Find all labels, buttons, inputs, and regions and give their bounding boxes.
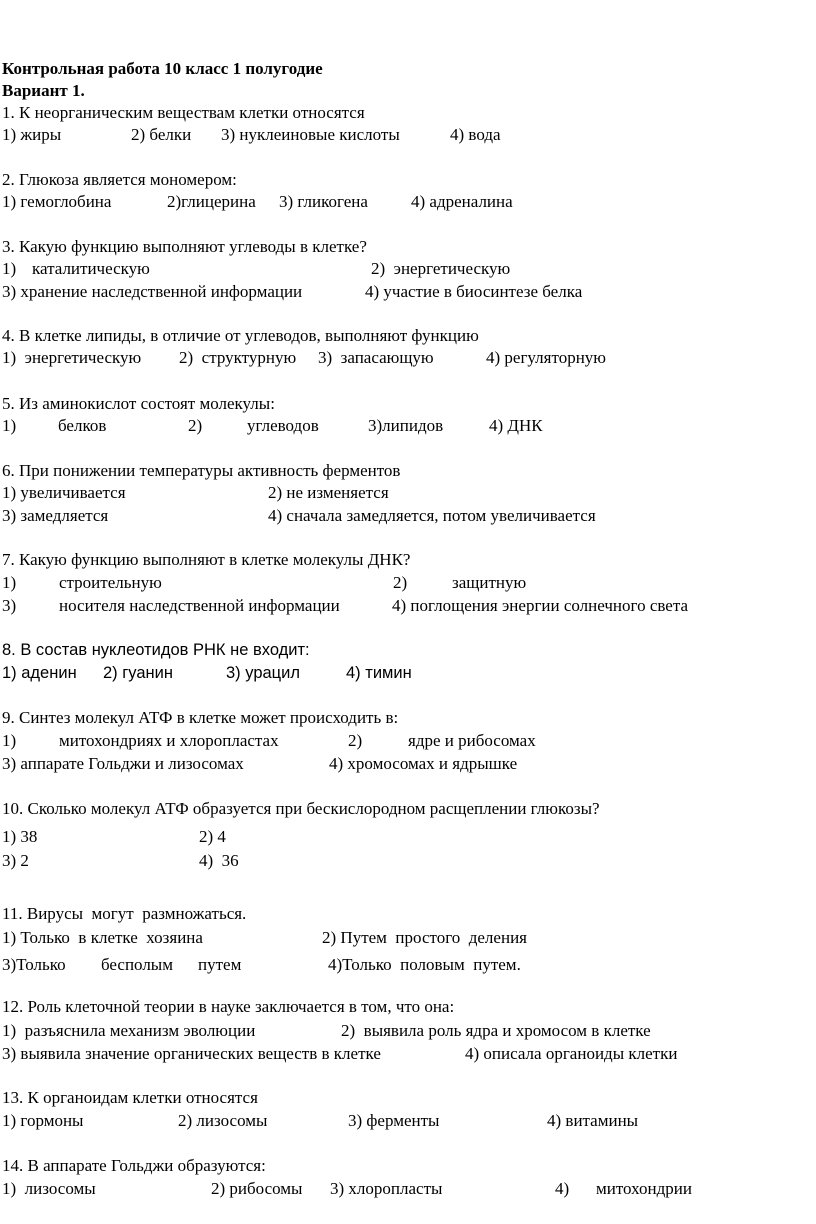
q5-option: 3)липидов: [368, 416, 444, 435]
q6-option: 2) не изменяется: [268, 483, 389, 502]
question-6-text: 6. При понижении температуры активность ферментов: [2, 461, 401, 480]
q6-option: 4) сначала замедляется, потом увеличивается: [268, 506, 596, 525]
question-14-text: 14. В аппарате Гольджи образуются:: [2, 1156, 266, 1175]
q13-option: 4) витамины: [547, 1111, 639, 1130]
q4-option: 2) структурную: [179, 348, 297, 367]
q6-option: 1) увеличивается: [2, 483, 126, 502]
q8-option: 3) урацил: [226, 664, 300, 682]
q12-option: 4) описала органоиды клетки: [465, 1044, 678, 1063]
question-9-text: 9. Синтез молекул АТФ в клетке может происходить в:: [2, 708, 399, 727]
q8-option: 2) гуанин: [103, 664, 173, 682]
q14-option: 2) рибосомы: [211, 1179, 303, 1198]
question-13-text: 13. К органоидам клетки относятся: [2, 1088, 258, 1107]
q3-option: 1): [2, 259, 17, 278]
question-11-text: 11. Вирусы могут размножаться.: [2, 904, 247, 923]
document-title: Контрольная работа 10 класс 1 полугодие: [2, 59, 323, 78]
q8-option: 4) тимин: [346, 664, 412, 682]
question-10-text: 10. Сколько молекул АТФ образуется при бескислородном расщеплении глюкозы?: [2, 799, 600, 818]
q2-option: 4) адреналина: [411, 192, 513, 211]
q4-option: 3) запасающую: [318, 348, 434, 367]
q2-option: 2)глицерина: [167, 192, 256, 211]
q5-option: белков: [58, 416, 107, 435]
q5-option: 2): [188, 416, 203, 435]
question-3-text: 3. Какую функцию выполняют углеводы в клетке?: [2, 237, 367, 256]
q9-option: 2): [348, 731, 363, 750]
q7-option: защитную: [452, 573, 527, 592]
q7-option: 2): [393, 573, 408, 592]
question-8-text: 8. В состав нуклеотидов РНК не входит:: [2, 641, 310, 659]
question-4-text: 4. В клетке липиды, в отличие от углеводов, выполняют функцию: [2, 326, 479, 345]
q7-option: строительную: [59, 573, 162, 592]
q9-option: ядре и рибосомах: [408, 731, 536, 750]
q8-option: 1) аденин: [2, 664, 77, 682]
q11-option: 1) Только в клетке хозяина: [2, 928, 203, 947]
q5-option: 4) ДНК: [489, 416, 543, 435]
q9-option: 3) аппарате Гольджи и лизосомах: [2, 754, 244, 773]
q4-option: 4) регуляторную: [486, 348, 606, 367]
q1-option: 1) жиры: [2, 125, 62, 144]
q14-option: 4): [555, 1179, 570, 1198]
q10-option: 4) 36: [199, 851, 239, 870]
q13-option: 3) ферменты: [348, 1111, 440, 1130]
q14-option: митохондрии: [596, 1179, 692, 1198]
question-7-text: 7. Какую функцию выполняют в клетке молекулы ДНК?: [2, 550, 411, 569]
q7-option: 1): [2, 573, 17, 592]
question-12-text: 12. Роль клеточной теории в науке заключается в том, что она:: [2, 997, 455, 1016]
q5-option: углеводов: [247, 416, 319, 435]
q12-option: 2) выявила роль ядра и хромосом в клетке: [341, 1021, 651, 1040]
q10-option: 1) 38: [2, 827, 38, 846]
q14-option: 1) лизосомы: [2, 1179, 96, 1198]
q13-option: 1) гормоны: [2, 1111, 84, 1130]
q13-option: 2) лизосомы: [178, 1111, 268, 1130]
q3-option: каталитическую: [32, 259, 150, 278]
q11-option: бесполым: [101, 955, 173, 974]
q7-option: 4) поглощения энергии солнечного света: [392, 596, 689, 615]
q7-option: 3): [2, 596, 17, 615]
q3-option: 2) энергетическую: [371, 259, 511, 278]
q12-option: 1) разъяснила механизм эволюции: [2, 1021, 256, 1040]
q11-option: 4)Только половым путем.: [328, 955, 521, 974]
q2-option: 3) гликогена: [279, 192, 368, 211]
q1-option: 3) нуклеиновые кислоты: [221, 125, 400, 144]
q7-option: носителя наследственной информации: [59, 596, 340, 615]
q14-option: 3) хлоропласты: [330, 1179, 443, 1198]
q2-option: 1) гемоглобина: [2, 192, 112, 211]
q3-option: 3) хранение наследственной информации: [2, 282, 303, 301]
q11-option: путем: [198, 955, 242, 974]
q11-option: 2) Путем простого деления: [322, 928, 527, 947]
q11-option: 3)Только: [2, 955, 66, 974]
q12-option: 3) выявила значение органических веществ в клетке: [2, 1044, 381, 1063]
question-5-text: 5. Из аминокислот состоят молекулы:: [2, 394, 275, 413]
q9-option: митохондриях и хлоропластах: [59, 731, 279, 750]
q3-option: 4) участие в биосинтезе белка: [365, 282, 583, 301]
q4-option: 1) энергетическую: [2, 348, 142, 367]
q6-option: 3) замедляется: [2, 506, 109, 525]
q10-option: 3) 2: [2, 851, 29, 870]
question-1-text: 1. К неорганическим веществам клетки относятся: [2, 103, 365, 122]
q10-option: 2) 4: [199, 827, 226, 846]
q9-option: 1): [2, 731, 17, 750]
q9-option: 4) хромосомах и ядрышке: [329, 754, 518, 773]
q5-option: 1): [2, 416, 17, 435]
q1-option: 4) вода: [450, 125, 501, 144]
q1-option: 2) белки: [131, 125, 192, 144]
variant-label: Вариант 1.: [2, 81, 85, 100]
question-2-text: 2. Глюкоза является мономером:: [2, 170, 237, 189]
